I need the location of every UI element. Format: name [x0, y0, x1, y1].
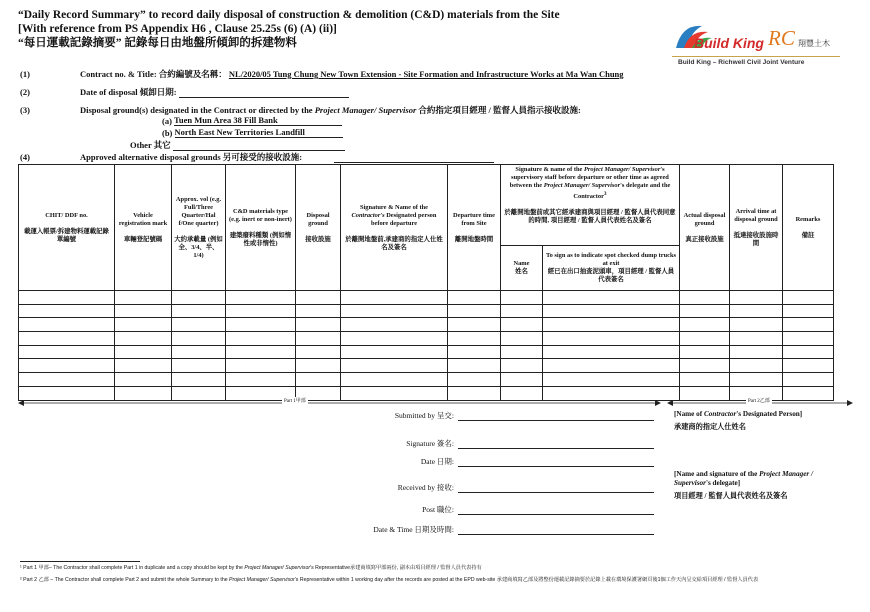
footnote-2: ² Part 2 乙部 – The Contractor shall complete Part 2 and submit the whole Summary to the Project Manager/ Supervisor's Representative within 1 working day after the records are posted at the EPD web-site 承建商填寫乙部及將整份運載記錄摘要於記錄上載在環境保護署網頁後1個工作天內呈交給項目經理 / 監督人員代表 — [20, 577, 759, 583]
option-label: Other 其它 — [130, 140, 171, 150]
col-remarks: Remarks 備註 — [783, 165, 834, 291]
option-value: North East New Territories Landfill — [175, 127, 343, 138]
col-arrival-time: Arrival time at disposal ground 抵達接收設施時間 — [730, 165, 783, 291]
disposal-option-a — [162, 115, 342, 126]
col-contractor-signature: Signature & Name of the Contractor's Designated person before departure 於離開地盤前,承建商的指定人仕姓名及簽名 — [341, 165, 448, 291]
item-label: Approved alternative disposal grounds 另可接受的接收設施: — [80, 152, 303, 162]
doc-title: “Daily Record Summary” to record daily disposal of construction & demolition (C&D) materials from the Site — [18, 9, 560, 21]
part-1-label: Part 1甲部 — [284, 399, 306, 404]
col-departure-time: Departure time from Site 離開地盤時間 — [448, 165, 501, 291]
pm-delegate-label: [Name and signature of the Project Manager / Supervisor's delegate] — [674, 470, 814, 487]
joint-venture-name: Build King – Richwell Civil Joint Venture — [678, 59, 805, 66]
item-date — [20, 86, 349, 98]
submitted-by-field[interactable] — [458, 420, 654, 421]
table-row[interactable] — [19, 318, 834, 332]
received-by-field[interactable] — [458, 492, 654, 493]
contract-value: NL/2020/05 Tung Chung New Town Extension - Site Formation and Infrastructure Works at Ma Wan Chung — [228, 69, 624, 79]
item-label-chinese: 合約指定項目經理 / 監督人員指示接收設施: — [418, 105, 581, 115]
signature-label: Signature 簽名: — [406, 439, 454, 448]
col-pm-spot-check: To sign as to indicate spot checked dump trucks at exit 經已在出口抽查泥頭車，項目經理 / 監督人員代表簽名 — [543, 246, 680, 291]
item-number: (4) — [20, 152, 30, 162]
contractor-person-label-zh: 承建商的指定人仕姓名 — [674, 423, 746, 431]
date-field[interactable] — [179, 97, 349, 98]
item-number: (2) — [20, 87, 30, 97]
item-label: Disposal ground(s) designated in the Contract or directed by the — [80, 105, 313, 115]
item-contract — [20, 68, 624, 80]
signature-field[interactable] — [458, 448, 654, 449]
date-label: Date 日期: — [420, 457, 454, 466]
col-pm-name: Name 姓名 — [501, 246, 543, 291]
rc-mark: RC — [768, 26, 795, 50]
rc-chinese: 翔豐土木 — [798, 39, 830, 48]
company-logo — [672, 18, 852, 68]
submitted-by-label: Submitted by 呈交: — [394, 411, 454, 420]
col-disposal-ground: Disposal ground 接收設施 — [296, 165, 341, 291]
received-by-label: Received by 接收: — [397, 483, 454, 492]
item-label-italic: Project Manager/ Supervisor — [314, 105, 417, 115]
table-row[interactable] — [19, 332, 834, 346]
table-row[interactable] — [19, 345, 834, 359]
date-field-sign[interactable] — [458, 466, 654, 467]
part-2-label: Part 2乙部 — [748, 399, 770, 404]
item-alternative-grounds — [20, 151, 494, 163]
doc-reference: [With reference from PS Appendix H6 , Clause 25.25s (6) (A) (ii)] — [18, 23, 337, 35]
datetime-label: Date & Time 日期及時間: — [373, 525, 454, 534]
disposal-option-b — [162, 127, 343, 138]
col-pm-signature: Signature & name of the Project Manager/ Supervisor's supervisory staff before departure or other time as agreed between the Project Manager/ Supervisor's delegate and the Contractor$^3$ 於離開地盤前或其它經承建商與項目經理 / 監督人員代表同意的時間, 項目經理 / 監督人員代表姓名及簽名 — [501, 165, 680, 246]
col-chit-ddf: CHIT/ DDF no. 載運入帳票/拆建物料運載記錄單編號 — [19, 165, 115, 291]
item-number: (1) — [20, 69, 30, 79]
post-field[interactable] — [458, 514, 654, 515]
table-row[interactable] — [19, 373, 834, 387]
contractor-person-label: [Name of Contractor's Designated Person] — [674, 410, 803, 418]
pm-delegate-label-zh: 項目經理 / 監督人員代表姓名及簽名 — [674, 492, 788, 500]
table-row[interactable] — [19, 359, 834, 373]
brand-name: Build King — [694, 35, 764, 51]
table-row[interactable] — [19, 304, 834, 318]
item-label: Contract no. & Title: 合約編號及名稱： — [80, 69, 227, 79]
col-volume: Approx. vol (e.g. Full/Three Quarter/Hal f/One quarter) 大約承載量 (例如全、3/4、半、1/4) — [172, 165, 226, 291]
col-material-type: C&D materials type (e.g. inert or non-inert) 建築廢料種類 (例如惰性或非惰性) — [226, 165, 296, 291]
datetime-field[interactable] — [458, 534, 654, 535]
part-arrows — [18, 398, 853, 408]
option-value: Tuen Mun Area 38 Fill Bank — [174, 115, 342, 126]
item-label: Date of disposal 傾卸日期: — [80, 87, 177, 97]
col-actual-ground: Actual disposal ground 真正接收設施 — [680, 165, 730, 291]
footnote-1: ¹ Part 1 甲部– The Contractor shall complete Part 1 in duplicate and a copy should be kept by the Project Manager/ Supervisor's Representative承建商填寫甲部兩份, 副本由項目經理 / 監督人員代表持有 — [20, 565, 482, 571]
disposal-record-table — [18, 164, 834, 401]
post-label: Post 職位: — [422, 505, 454, 514]
doc-title-chinese: “每日運載記錄摘要” 記錄每日由地盤所傾卸的拆建物料 — [18, 37, 297, 49]
table-row[interactable] — [19, 291, 834, 305]
other-field[interactable] — [173, 141, 345, 151]
disposal-option-other — [130, 139, 345, 151]
alternative-field[interactable] — [334, 153, 494, 163]
option-letter: (b) — [162, 128, 173, 138]
item-number: (3) — [20, 105, 30, 115]
col-vehicle: Vehicle registration mark 車輛登記號碼 — [115, 165, 172, 291]
option-letter: (a) — [162, 116, 172, 126]
